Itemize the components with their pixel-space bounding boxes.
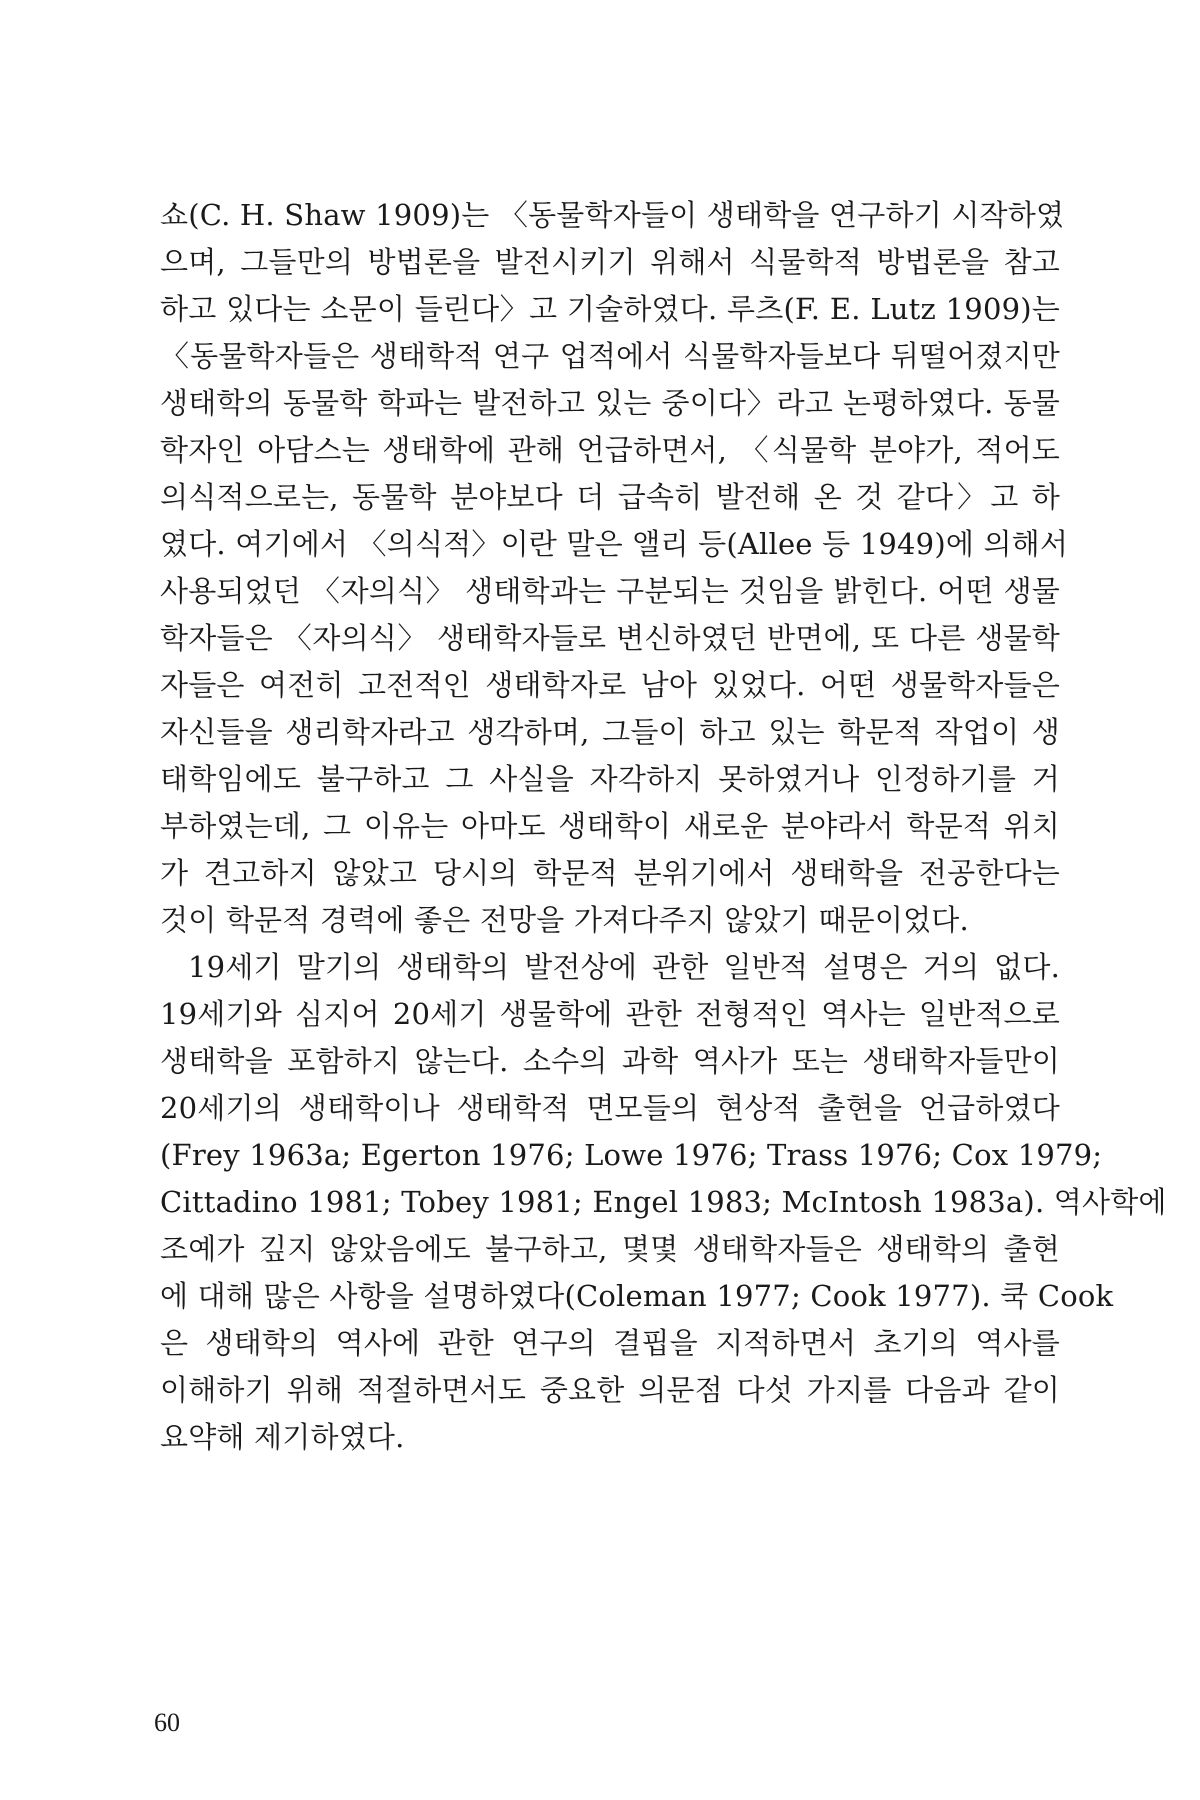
text-line: 부하였는데, 그 이유는 아마도 생태학이 새로운 분야라서 학문적 위치 (160, 809, 1060, 843)
text-line: 가 견고하지 않았고 당시의 학문적 분위기에서 생태학을 전공한다는 (160, 856, 1060, 890)
text-line: 하고 있다는 소문이 들린다〉고 기술하였다. 루츠(F. E. Lutz 1909)는 (160, 292, 1060, 326)
text-line: 19세기 말기의 생태학의 발전상에 관한 일반적 설명은 거의 없다. (188, 950, 1060, 984)
text-line: 은 생태학의 역사에 관한 연구의 결핍을 지적하면서 초기의 역사를 (160, 1326, 1060, 1360)
text-line: (Frey 1963a; Egerton 1976; Lowe 1976; Trass 1976; Cox 1979; (160, 1138, 1103, 1172)
text-line: 〈동물학자들은 생태학적 연구 업적에서 식물학자들보다 뒤떨어졌지만 (160, 339, 1060, 373)
page-number: 60 (154, 1708, 180, 1737)
paragraph (160, 944, 1167, 1461)
text-line: 자신들을 생리학자라고 생각하며, 그들이 하고 있는 학문적 작업이 생 (160, 715, 1060, 749)
text-line: 쇼(C. H. Shaw 1909)는 〈동물학자들이 생태학을 연구하기 시작하였 (160, 198, 1065, 232)
text-line: 요약해 제기하였다. (160, 1420, 405, 1454)
text-line: 조예가 깊지 않았음에도 불구하고, 몇몇 생태학자들은 생태학의 출현 (160, 1232, 1060, 1266)
text-line: 으며, 그들만의 방법론을 발전시키기 위해서 식물학적 방법론을 참고 (160, 245, 1060, 279)
text-line: 학자인 아담스는 생태학에 관해 언급하면서, 〈식물학 분야가, 적어도 (160, 433, 1060, 467)
text-line: 사용되었던 〈자의식〉 생태학과는 구분되는 것임을 밝힌다. 어떤 생물 (160, 574, 1060, 608)
text-line: 에 대해 많은 사항을 설명하였다(Coleman 1977; Cook 1977). 쿡 Cook (160, 1279, 1114, 1313)
text-line: 20세기의 생태학이나 생태학적 면모들의 현상적 출현을 언급하였다 (160, 1091, 1060, 1125)
text-line: 태학임에도 불구하고 그 사실을 자각하지 못하였거나 인정하기를 거 (160, 762, 1060, 796)
text-line: 19세기와 심지어 20세기 생물학에 관한 전형적인 역사는 일반적으로 (160, 997, 1060, 1031)
text-line: 였다. 여기에서 〈의식적〉이란 말은 앨리 등(Allee 등 1949)에 의해서 (160, 527, 1069, 561)
text-line: 학자들은 〈자의식〉 생태학자들로 변신하였던 반면에, 또 다른 생물학 (160, 621, 1060, 655)
text-line: 자들은 여전히 고전적인 생태학자로 남아 있었다. 어떤 생물학자들은 (160, 668, 1060, 702)
body-text (160, 192, 1167, 1461)
text-line: 생태학을 포함하지 않는다. 소수의 과학 역사가 또는 생태학자들만이 (160, 1044, 1060, 1078)
text-line: 이해하기 위해 적절하면서도 중요한 의문점 다섯 가지를 다음과 같이 (160, 1373, 1060, 1407)
text-line: 것이 학문적 경력에 좋은 전망을 가져다주지 않았기 때문이었다. (160, 903, 969, 937)
text-line: 의식적으로는, 동물학 분야보다 더 급속히 발전해 온 것 같다〉고 하 (160, 480, 1060, 514)
paragraph (160, 192, 1069, 944)
text-line: 생태학의 동물학 학파는 발전하고 있는 중이다〉라고 논평하였다. 동물 (160, 386, 1060, 420)
text-line: Cittadino 1981; Tobey 1981; Engel 1983; McIntosh 1983a). 역사학에 (160, 1185, 1167, 1219)
